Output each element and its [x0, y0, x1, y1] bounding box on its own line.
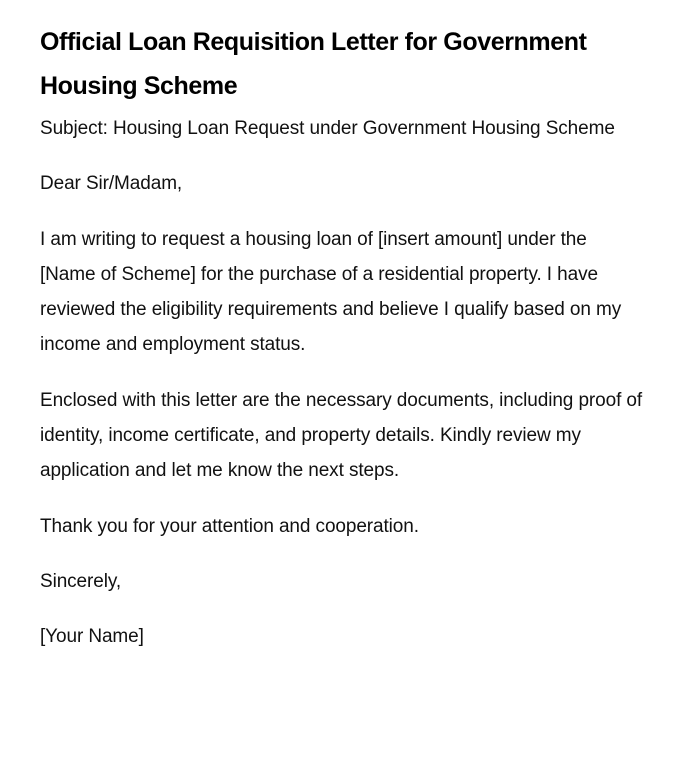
document-title: Official Loan Requisition Letter for Government Housing Scheme	[40, 28, 587, 100]
salutation: Dear Sir/Madam,	[40, 173, 183, 195]
body-paragraph-thanks: Thank you for your attention and cooperation.	[40, 515, 419, 537]
subject-line: Subject: Housing Loan Request under Government Housing Scheme	[40, 118, 615, 139]
closing: Sincerely,	[40, 570, 122, 592]
body-paragraph-enclosures: Enclosed with this letter are the necessary documents, including proof of identity, income certificate, and property details. Kindly review my application and let me know the next steps.	[40, 389, 643, 482]
body-paragraph-request: I am writing to request a housing loan of [insert amount] under the [Name of Scheme] for the purchase of a residential property. I have reviewed the eligibility requirements and believe I qualify based on my income and employment status.	[40, 228, 622, 356]
signature: [Your Name]	[40, 626, 144, 648]
